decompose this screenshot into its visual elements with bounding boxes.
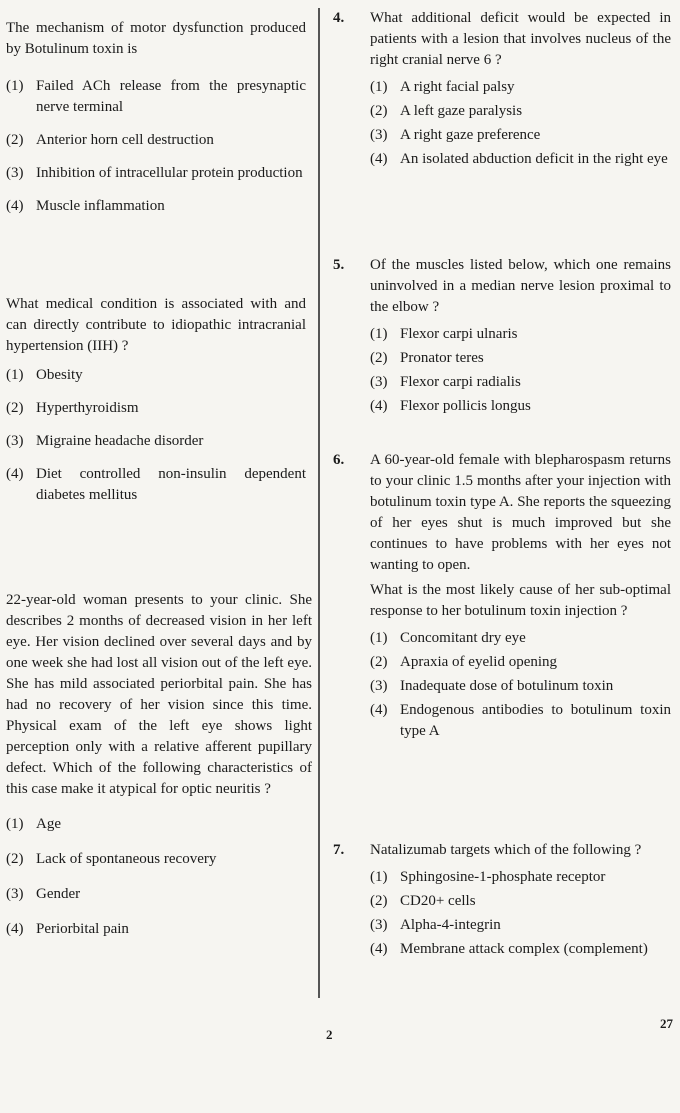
option[interactable]: (2) Anterior horn cell destruction: [6, 132, 214, 148]
question-prompt: What is the most likely cause of her sub-optimal response to her botulinum toxin injection ?: [370, 582, 671, 619]
option[interactable]: (2) CD20+ cells: [370, 893, 476, 909]
option[interactable]: (4) Endogenous antibodies to botulinum toxin type A: [370, 702, 671, 739]
option[interactable]: (1) Obesity: [6, 367, 83, 383]
question-number: 4.: [333, 10, 345, 26]
option[interactable]: (1) A right facial palsy: [370, 79, 515, 95]
option[interactable]: (1) Sphingosine-1-phosphate receptor: [370, 869, 606, 885]
option[interactable]: (3) Migraine headache disorder: [6, 433, 204, 449]
question-stem: 22-year-old woman presents to your clinic. She describes 2 months of decreased vision in her left eye. Her vision declined over several days and by one week she had lost all vision out of the left eye. She has mild associated periorbital pain. She has had no recovery of her vision since this time. Physical exam of the left eye shows light perception only with a relative afferent pupillary defect. Which of the following characteristics of this case make it atypical for optic neuritis ?: [6, 592, 312, 797]
option[interactable]: (1) Age: [6, 816, 61, 832]
column-divider: [318, 8, 320, 998]
page-number-corner: 27: [660, 1016, 673, 1031]
question-stem: Of the muscles listed below, which one remains uninvolved in a median nerve lesion proximal to the elbow ?: [370, 257, 671, 315]
option[interactable]: (2) Lack of spontaneous recovery: [6, 851, 217, 867]
option[interactable]: (1) Failed ACh release from the presynaptic nerve terminal: [6, 78, 306, 115]
option[interactable]: (3) A right gaze preference: [370, 127, 541, 143]
question-stem: The mechanism of motor dysfunction produced by Botulinum toxin is: [6, 20, 306, 57]
option[interactable]: (4) Muscle inflammation: [6, 198, 165, 214]
question-7: [333, 840, 671, 960]
question-left-3: [6, 590, 312, 940]
question-left-1: [6, 18, 306, 217]
page-number-center: 2: [326, 1027, 333, 1042]
option[interactable]: (3) Inadequate dose of botulinum toxin: [370, 678, 614, 694]
option[interactable]: (4) Flexor pollicis longus: [370, 398, 531, 414]
question-number: 7.: [333, 842, 345, 858]
option[interactable]: (2) Apraxia of eyelid opening: [370, 654, 558, 670]
question-5: [333, 255, 671, 417]
question-number: 6.: [333, 452, 345, 468]
question-4: [333, 8, 671, 170]
question-stem: Natalizumab targets which of the following ?: [370, 842, 642, 858]
question-left-2: [6, 294, 306, 506]
option[interactable]: (1) Flexor carpi ulnaris: [370, 326, 518, 342]
option[interactable]: (3) Flexor carpi radialis: [370, 374, 521, 390]
option[interactable]: (3) Gender: [6, 886, 81, 902]
option[interactable]: (4) An isolated abduction deficit in the right eye: [370, 151, 668, 167]
question-number: 5.: [333, 257, 345, 273]
option[interactable]: (4) Diet controlled non-insulin dependent diabetes mellitus: [6, 466, 306, 503]
question-6: [333, 450, 671, 742]
option[interactable]: (4) Membrane attack complex (complement): [370, 941, 648, 957]
option[interactable]: (2) A left gaze paralysis: [370, 103, 523, 119]
option[interactable]: (3) Inhibition of intracellular protein production: [6, 165, 303, 181]
option[interactable]: (3) Alpha-4-integrin: [370, 917, 501, 933]
option[interactable]: (4) Periorbital pain: [6, 921, 129, 937]
option[interactable]: (2) Hyperthyroidism: [6, 400, 139, 416]
question-stem: A 60-year-old female with blepharospasm returns to your clinic 1.5 months after your injection with botulinum toxin type A. She reports the squeezing of her eyes shut is much improved but she continues to have problems with her eyes not wanting to open.: [370, 452, 671, 573]
option[interactable]: (1) Concomitant dry eye: [370, 630, 526, 646]
question-stem: What medical condition is associated with and can directly contribute to idiopathic intracranial hypertension (IIH) ?: [6, 296, 306, 354]
option[interactable]: (2) Pronator teres: [370, 350, 484, 366]
question-stem: What additional deficit would be expected in patients with a lesion that involves nucleus of the right cranial nerve 6 ?: [370, 10, 671, 68]
